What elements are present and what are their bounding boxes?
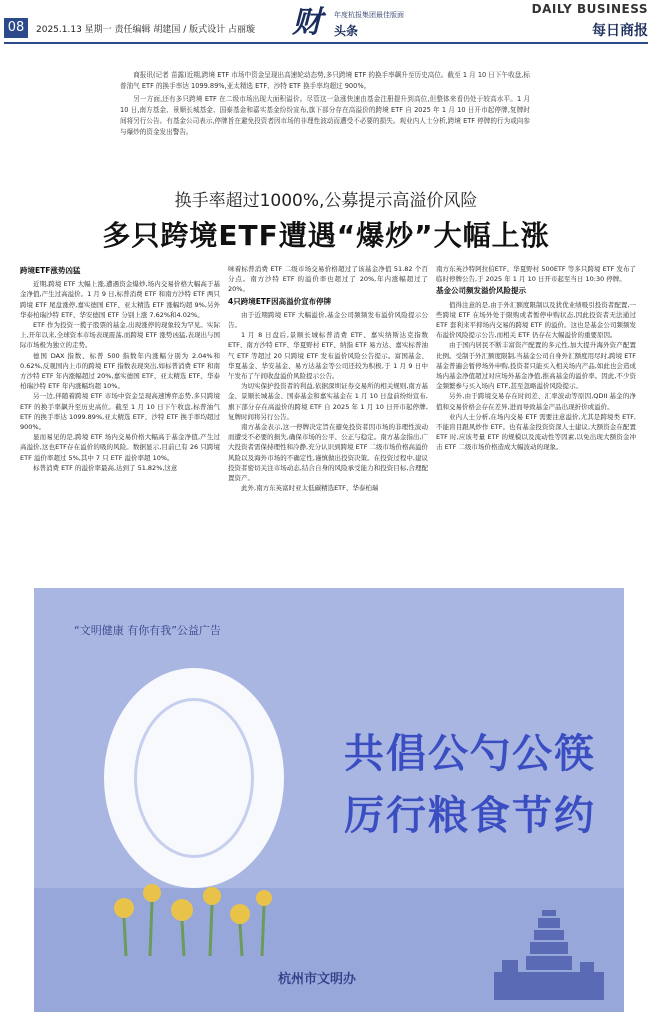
subheadline: 换手率超过1000%,公募提示高溢价风险 (174, 191, 478, 211)
body-paragraph: 1 月 8 日盘后,景顺长城标普消费 ETF、嘉实纳斯达克指数 ETF、南方沙特 ETF、华夏野村 ETF、纳指 ETF 易方达、嘉实标普油气 ETF 等超过 20 只跨境 ETF 发布溢价风险公告提示。富国基金、华夏基金、华安基金、易方达基金等公司还较为积极,于 1 月 9 日中午发布了午间收盘溢价风险提示公告。 (228, 331, 428, 381)
ad-slogan-line-1: 共倡公勺公筷 (344, 731, 596, 777)
ad-slogan-line-2: 厉行粮食节约 (344, 793, 596, 839)
lead-paragraph: 商报讯(记者 苗露)近期,跨境 ETF 市场中资金呈现出高速轮动态势,多只跨境 ETF 的换手率飙升至历史高位。截至 1 月 10 日下午收盘,标普油气 ETF 的换手率达 1099.89%,亚太精选 ETF、沙特 ETF 换手率均超过 900%。 (120, 71, 530, 90)
page-number: 08 (4, 18, 28, 38)
brand-english: DAILY BUSINESS (531, 2, 648, 16)
masthead (0, 0, 652, 44)
body-paragraph: 另外,由于跨境交易存在时间差、汇率波动等原因,QDII 基金的净值和交易价格会存在差异,进而导致基金产品出现折价或溢价。 (436, 392, 636, 411)
body-paragraph: 显而易见的是,跨境 ETF 场内交易价格大幅高于基金净值,产生过高溢价,这也ETF存在溢价的吸的风险。数据显示,目前已有 26 只跨境 ETF 溢价率超过 5%,其中 7 只 ETF 溢价率超 10%。 (20, 433, 220, 462)
pagoda-silhouette-icon (494, 900, 604, 1000)
article-column-1 (20, 264, 220, 473)
body-paragraph: 味着标普消费 ETF 二级市场交易价格超过了该基金净值 51.82 个百分点。南方沙特 ETF 的溢价率也超过了 20%,年内涨幅超过了 20%。 (228, 265, 428, 294)
article-column-3 (436, 264, 636, 453)
body-paragraph: 由于国内居民不断丰富资产配置的多元性,加大提升海外资产配置比例。受制于外汇额度限制,当基金公司自身外汇额度用尽时,跨境 ETF 基金普遍会暂停场外申购,投资者只能买入相关场内产品,如此也会造成场内基金净值超过对应场外基金净值,推高基金的溢价率。因此,不少资金频繁参与买入场内 ETF,甚至忽略溢价风险提示。 (436, 341, 637, 391)
public-service-ad (34, 588, 624, 1012)
section-logo-char: 财 (292, 5, 322, 40)
body-paragraph: 值得注意的是,由于外汇额度限制以及犹优业绩吸引投资者配置,一些跨境 ETF 在场外处于限购或者暂停申购状态,因此投资者无法通过 ETF 套利来平抑场内交易的跨境 ETF 的溢价。这也是基金公司频频发布溢价风险提示公告,而相关 ETF 仍存在大幅溢价的重要原因。 (436, 300, 636, 340)
lead-paragraphs (120, 70, 530, 140)
body-paragraph: 标普消费 ETF 的溢价率最高,达到了 51.82%,这意 (33, 463, 178, 472)
flowers-illustration (104, 848, 284, 958)
body-paragraph: 南方东英沙特阿拉伯ETF、华夏野村 500ETF 等多只跨境 ETF 发布了临时停牌公告,于 2025 年 1 月 10 日开市起至当日 10:30 停牌。 (436, 265, 636, 284)
body-paragraph: 由于近期跨境 ETF 大幅溢价,基金公司频频发布溢价风险提示公告。 (228, 310, 428, 330)
section-slogan: 年度杭报集团最佳版面 (334, 11, 404, 19)
body-paragraph: 近期,跨境 ETF 大幅上涨,遭遇资金爆炒,场内交易价格大幅高于基金净值,产生过高溢价。1 月 9 日,标普消费 ETF 和南方沙特 ETF 两只跨境 ETF 尾盘涨停,嘉实德国 ETF、亚太精选 ETF 涨幅均超 9%,另外华泰柏瑞沙特 ETF、华安德国 ETF 分别上涨 7.62%和4.02%。 (20, 280, 220, 319)
brand-chinese: 每日商报 (592, 23, 648, 39)
headline: 多只跨境ETF遭遇“爆炒”大幅上涨 (102, 219, 550, 252)
lead-paragraph: 另一方面,还有多只跨境 ETF 在二级市场出现大面积溢价。尽管这一急涨快速由基金注册提升到高位,但整体来看仍处于较高水平。1 月 10 日,南方基金、景顺长城基金、国泰基金和嘉实基金纷纷宣布,旗下部分存在高溢价的跨境 ETF 自 2025 年 1 月 10 日开市起停牌,复牌时间将另行公告。有基金公司表示,停牌旨在避免投资者因市场的非理性波动而遭受不必要的损失。观业内人士分析,跨境 ETF 停牌的行为或向参与爆炒的资金发出警告。 (120, 95, 530, 136)
body-paragraph: 德国 DAX 指数、标普 500 指数年内涨幅分别为 2.04%和0.62%,反观国内上市的跨境 ETF 指数表现突出,如标普消费 ETF 和南方沙特 ETF 年内涨幅超过 20%,嘉实德国 ETF、亚太精选 ETF、华泰柏瑞沙特 ETF 年内涨幅均超 10%。 (20, 351, 220, 391)
plate-rim-illustration (134, 698, 254, 858)
section-heading: 跨境ETF涨势凶猛 (20, 266, 81, 275)
ad-sponsor: 杭州市文明办 (278, 972, 357, 987)
ad-tagline: “文明健康 有你有我”公益广告 (74, 624, 221, 637)
article-column-2 (228, 264, 428, 493)
body-paragraph: 为切实保护投资者的利益,依据深圳证券交易所的相关规则,南方基金、景顺长城基金、国泰基金和嘉实基金在 1 月 10 日盘前纷纷宣布,旗下部分存在高溢价的跨境 ETF 自 2025 年 1 月 10 日开市起停牌,复牌时间将另行公告。 (228, 382, 428, 421)
section-heading: 基金公司频发溢价风险提示 (436, 286, 526, 296)
body-paragraph: 业内人士分析,在场内交易 ETF 需要注意溢价,尤其是跨境类 ETF,不能盲目跟风炒作 ETF。也有基金投资资深人士建议,大额资金在配置 ETF 时,应该考量 ETF 的规模以及流动性等因素,以免出现大额资金冲击 ETF 二级市场价格造成大幅波动的现象。 (436, 412, 636, 452)
body-paragraph: 南方基金表示,这一停牌决定旨在避免投资者因市场的非理性波动而遭受不必要的损失,确保市场的公平、公正与稳定。南方基金指出,广大投资者需保持理性和冷静,充分认识到跨境 ETF 二级市场价格高溢价风险以及海外市场的不确定性,谨慎做出投资决策。在投资过程中,建议投资者密切关注市场动态,结合自身的风险承受能力和投资目标,合理配置资产。 (228, 423, 429, 483)
body-paragraph: 此外,南方东英富时亚太低碳精选ETF、华泰柏瑞 (241, 484, 379, 493)
header-rule (4, 42, 648, 44)
date-line: 2025.1.13 星期一 责任编辑 胡建国 / 版式设计 占丽璇 (36, 25, 256, 35)
body-paragraph: ETF 作为投资一揽子股票的基金,出现涨停的现象较为罕见。实际上,开年以来,全球资本市场表现震荡,而跨境 ETF 涨势凶猛,表现出与国际市场极为独立的走势。 (20, 321, 220, 350)
section-heading: 4只跨境ETF因高溢价宣布停牌 (228, 296, 332, 306)
body-paragraph: 另一边,伴随着跨境 ETF 市场中资金呈现高速博弈态势,多只跨境 ETF 的换手率飙升至历史高位。截至 1 月 10 日下午收盘,标普油气 ETF 的换手率达 1099.89%,亚太精选 ETF、沙特 ETF 换手率均超过 900%。 (20, 392, 220, 432)
section-name: 头条 (334, 24, 359, 38)
